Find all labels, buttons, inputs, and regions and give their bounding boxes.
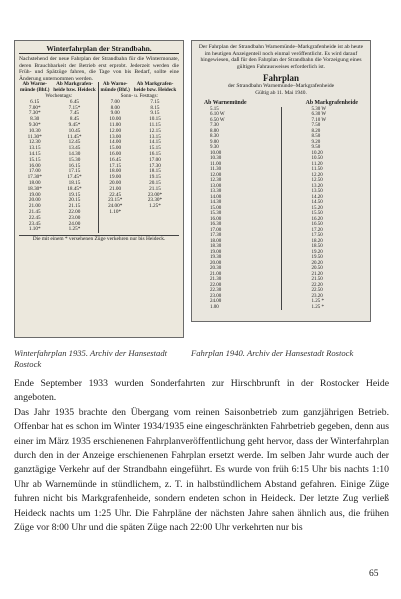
time-entry: 6.30 W [311, 112, 327, 118]
time-entry: 21.00 [210, 271, 222, 277]
time-entry: 13.00 [210, 183, 222, 189]
table-cell: 23.00* [147, 191, 163, 198]
table-cell: 12.30 [28, 139, 41, 146]
table-cell: 16.45 [99, 158, 131, 164]
table-cell: 17.15 [99, 164, 131, 170]
markgrafenheide-departures [282, 107, 367, 311]
time-entry: 9.00 [210, 139, 219, 145]
table-cell: 17.00 [28, 168, 41, 175]
time-entry: 17.30 [210, 233, 222, 239]
time-entry: 19.20 [311, 249, 323, 255]
time-entry: 22.20 [311, 282, 323, 288]
table-cell: 9.45* [68, 121, 81, 128]
time-entry: 14.30 [210, 200, 222, 206]
time-entry: 22.50 [311, 288, 323, 294]
table-cell: 18.45* [67, 185, 82, 192]
time-entry: 18.00 [210, 238, 222, 244]
page-number: 65 [369, 569, 379, 579]
paragraph: Ende September 1933 wurden Sonderfahrten zur Hirschbrunft in der Rostocker Heide angeboten. [14, 378, 389, 404]
table-cell: 12.45 [68, 139, 81, 146]
time-entry: 10.20 [311, 150, 323, 156]
table-cell: 16.15 [149, 150, 161, 157]
time-entry: 15.20 [311, 205, 323, 211]
table-cell: 18.15 [68, 179, 81, 186]
table-cell: 24.00 [68, 220, 81, 227]
time-entry: 10.30 [210, 156, 222, 162]
time-entry: 16.00 [210, 216, 222, 222]
time-entry: 24.00 [210, 299, 222, 305]
time-entry: 15.50 [311, 211, 323, 217]
table-cell: 9.30* [28, 121, 41, 128]
table-cell: 16.00 [28, 162, 41, 169]
table-cell: 13.15 [149, 133, 161, 140]
timetable-1940-subtitle: der Strandbahn Warnemünde–Markgrafenheide [227, 83, 335, 90]
time-entry: 18.50 [311, 244, 323, 250]
table-cell: 15.15 [149, 145, 161, 152]
time-entry: 20.30 [210, 266, 222, 272]
table-cell: 17.30 [149, 162, 161, 169]
table-cell: 9.15 [150, 110, 160, 117]
time-entry: 19.50 [311, 255, 323, 261]
table-cell: 11.30* [27, 133, 42, 140]
column-header: Ab Warne-münde (Bhf.) [20, 81, 50, 94]
table-cell: 1.25* [68, 226, 81, 233]
time-entry: 12.20 [311, 172, 323, 178]
timetable-1940-validity: Gültig ab 11. Mai 1940. [255, 90, 307, 97]
table-cell: 17.15 [68, 168, 81, 175]
table-cell: 9.00 [99, 111, 131, 117]
table-cell: 21.15 [149, 185, 161, 192]
timetable-1935-intro: Nachstehend der neue Fahrplan der Strandbahn für die Wintermonate, deren Brauchbarkeit der Betrieb erst erprobt. Jederzeit werden die Früh- und Spätzüge fahren, die Tage von bis Bedarf, sollte eine Änderung unternommen werden. [19, 56, 179, 82]
time-entry: 16.30 [210, 222, 222, 228]
time-entry: 6.10 W [210, 112, 225, 118]
table-cell: 1.10* [28, 226, 41, 233]
time-entry: 16.50 [311, 222, 323, 228]
table-cell: 8.30 [30, 116, 40, 123]
table-cell: 7.00 [99, 100, 131, 106]
table-cell: 8.15 [150, 104, 160, 111]
column-header: Ab Markgrafen-heide bzw. Heideck [53, 81, 96, 94]
table-cell: 14.15 [149, 139, 161, 146]
time-entry: 1.25 * [311, 299, 324, 305]
table-cell: 8.00 [99, 106, 131, 112]
table-cell: 10.45 [68, 127, 81, 134]
table-cell: 7.45 [69, 110, 79, 117]
time-entry: 16.20 [311, 216, 323, 222]
time-entry: 14.20 [311, 194, 323, 200]
time-entry: 23.00 [210, 293, 222, 299]
time-entry: 5.15 [210, 106, 219, 112]
time-entry: 20.50 [311, 266, 323, 272]
table-cell: 7.15* [68, 104, 81, 111]
table-cell: 12.00 [99, 129, 131, 135]
time-entry: 17.20 [311, 227, 323, 233]
time-entry: 15.00 [210, 205, 222, 211]
table-cell: 14.15 [28, 150, 41, 157]
time-entry: 17.00 [210, 227, 222, 233]
table-cell: 18.15 [149, 168, 161, 175]
table-cell: 23.15* [99, 198, 131, 204]
paragraph: Das Jahr 1935 brachte den Übergang vom reinen Saisonbetrieb zum ganzjährigen Betrieb. Offenbar hat es schon im Winter 1934/1935 eine eingeschränkten Fahrbetrieb gegeben, denn aus einer im März 1935 erschienenen Fahrplanveröffentlichung geht hervor, dass der Winterfahrplan durch den in der Anzeige erschienenen Fahrplan ersetzt werde. Im selben Jahr wurde auch der ganztägige Verkehr auf der Strandbahn eingeführt. Es wurde von früh 6:15 Uhr bis nachts 1:10 Uhr ab Warnemünde in stündlichem, z. T. in halbstündlichem Abstand gefahren. Einige Züge fuhren nicht bis Markgrafenheide, sondern endeten schon in Heideck. Der letzte Zug verließ Heideck nachts um 1:25 Uhr. Die Fahrpläne der nächsten Jahre sahen ähnlich aus, die frühen Züge vor 8:00 Uhr und die späten Züge nach 22:00 Uhr verkehrten nur bis [14, 406, 389, 534]
table-cell: 14.30 [68, 150, 81, 157]
timetable-1935-image [14, 40, 184, 338]
time-entry: 18.20 [311, 238, 323, 244]
table-cell: 20.00 [28, 197, 41, 204]
column-header: Ab Markgrafen-heide bzw. Heideck [133, 81, 177, 94]
time-entry: 10.50 [311, 156, 323, 162]
table-cell: 16.15 [68, 162, 81, 169]
time-entry: 1.00 [210, 304, 219, 310]
time-entry: 19.00 [210, 249, 222, 255]
table-cell: 16.00 [99, 152, 131, 158]
timetable-1935-rows [19, 100, 179, 233]
time-entry: 11.30 [210, 167, 222, 173]
time-entry: 14.50 [311, 200, 323, 206]
time-entry: 8.50 [311, 134, 321, 140]
time-entry: 1.25 * [311, 304, 324, 310]
timetable-1935-note: Die mit einem * versehenen Züge verkehren nur bis Heideck. [19, 235, 179, 242]
table-cell: 23.00 [68, 214, 81, 221]
table-cell: 10.30 [28, 127, 41, 134]
table-cell: 19.15 [68, 191, 81, 198]
timetable-1940-intro: Der Fahrplan der Strandbahn Warnemünde–Markgrafenheide ist ab heute im heutigen Anzeigenteil noch einmal veröffentlicht. Es wird darauf hingewiesen, daß für den Fahrplan der Strandbahn die Vorzeigung eines gültigen Fahrausweises erforderlich ist. [198, 44, 364, 70]
table-cell: 14.00 [99, 140, 131, 146]
time-entry: 15.30 [210, 211, 222, 217]
table-cell: 21.00 [28, 203, 41, 210]
table-cell: 10.15 [149, 116, 161, 123]
table-row [19, 227, 179, 233]
time-entry: 9.30 [210, 145, 219, 151]
time-entry: 21.30 [210, 277, 222, 283]
timetable-1940-table [196, 107, 366, 311]
time-entry: 18.30 [210, 244, 222, 250]
table-cell: 21.15 [68, 203, 81, 210]
table-cell: 22.00 [68, 208, 81, 215]
time-entry: 11.50 [311, 167, 323, 173]
time-entry: 13.30 [210, 189, 222, 195]
timetable-1935-title: Winterfahrplan der Strandbahn. [19, 44, 179, 54]
time-entry: 13.20 [311, 183, 323, 189]
column-header: Ab Warne-münde (Bhf.) [100, 81, 130, 94]
time-entry: 8.20 [311, 128, 321, 134]
time-entry: 20.00 [210, 260, 222, 266]
table-cell: 22.45 [28, 214, 41, 221]
time-entry: 10.00 [210, 150, 222, 156]
table-cell: 17.00 [149, 156, 161, 163]
table-cell [99, 227, 131, 233]
time-entry: 7.30 [210, 123, 219, 129]
column-header: Ab Warnemünde [204, 100, 247, 107]
time-entry: 23.20 [311, 293, 323, 299]
table-cell: 21.00 [99, 187, 131, 193]
table-cell: 17.30* [27, 174, 42, 181]
timetable-1940-title: Fahrplan [262, 73, 299, 84]
time-entry: 11.20 [311, 161, 323, 167]
timetable-1940-image [191, 40, 371, 322]
table-cell: 11.15 [149, 121, 161, 128]
table-cell: 1.10* [99, 210, 131, 216]
caption-left: Winterfahrplan 1935. Archiv der Hansestadt Rostock [14, 348, 168, 369]
table-cell: 20.15 [68, 197, 81, 204]
time-entry: 9.50 [311, 145, 321, 151]
body-text [14, 377, 389, 535]
time-entry: 12.00 [210, 172, 222, 178]
time-entry: 19.30 [210, 255, 222, 261]
table-cell: 18.30* [27, 185, 42, 192]
timetable-1935-table [19, 82, 179, 233]
caption-right: Fahrplan 1940. Archiv der Hansestadt Rostock [191, 348, 354, 358]
column-header: Ab Markgrafenheide [305, 100, 358, 107]
table-cell: 19.15 [149, 174, 161, 181]
time-entry: 12.50 [311, 178, 323, 184]
table-cell: 18.00 [28, 179, 41, 186]
table-cell: 23.30* [147, 197, 163, 204]
table-cell: 10.00 [99, 117, 131, 123]
time-entry: 5.30 W [311, 106, 327, 112]
time-entry: 7.50 [311, 123, 321, 129]
time-entry: 12.30 [210, 178, 222, 184]
table-cell: 21.45 [28, 208, 41, 215]
table-cell: 6.45 [69, 98, 79, 105]
time-entry: 22.00 [210, 282, 222, 288]
time-entry: 8.30 [210, 134, 219, 140]
table-cell: 17.45* [67, 174, 82, 181]
time-entry: 22.30 [210, 288, 222, 294]
time-entry: 6.50 W [210, 117, 225, 123]
table-cell: 11.45* [67, 133, 82, 140]
table-cell: 15.30 [68, 156, 81, 163]
table-cell: 7.15 [150, 98, 160, 105]
table-cell: 19.00 [28, 191, 41, 198]
time-entry: 20.20 [311, 260, 323, 266]
table-cell: 7.30* [28, 110, 41, 117]
time-entry: 8.00 [210, 128, 219, 134]
time-entry: 13.50 [311, 189, 323, 195]
table-cell: 7.00* [28, 104, 41, 111]
table-cell: 23.45 [28, 220, 41, 227]
section-label: Sonn- u. Festtags: [99, 94, 179, 100]
table-cell: 13.00 [99, 135, 131, 141]
table-cell: 11.00 [99, 123, 131, 129]
time-entry: 17.50 [311, 233, 323, 239]
table-cell: 15.00 [99, 146, 131, 152]
table-cell: 8.45 [69, 116, 79, 123]
table-cell: 15.15 [28, 156, 41, 163]
table-cell [131, 227, 179, 233]
table-cell: 24.00* [99, 204, 131, 210]
table-cell: 18.00 [99, 169, 131, 175]
time-entry: 11.00 [210, 161, 222, 167]
section-label: Wochentags: [45, 92, 73, 99]
time-entry: 21.50 [311, 277, 323, 283]
table-cell: 13.15 [28, 145, 41, 152]
table-cell: 19.00 [99, 175, 131, 181]
time-entry: 14.00 [210, 194, 222, 200]
table-cell: 20.00 [99, 181, 131, 187]
time-entry: 9.20 [311, 139, 321, 145]
table-cell: 6.15 [30, 98, 40, 105]
table-cell: 1.25* [149, 203, 161, 210]
table-cell: 20.15 [149, 179, 161, 186]
time-entry: 7.10 W [311, 117, 327, 123]
warnemuende-departures [196, 107, 281, 311]
table-cell: 22.45 [99, 193, 131, 199]
table-cell: 12.15 [149, 127, 161, 134]
table-cell: 13.45 [68, 145, 81, 152]
time-entry: 21.20 [311, 271, 323, 277]
